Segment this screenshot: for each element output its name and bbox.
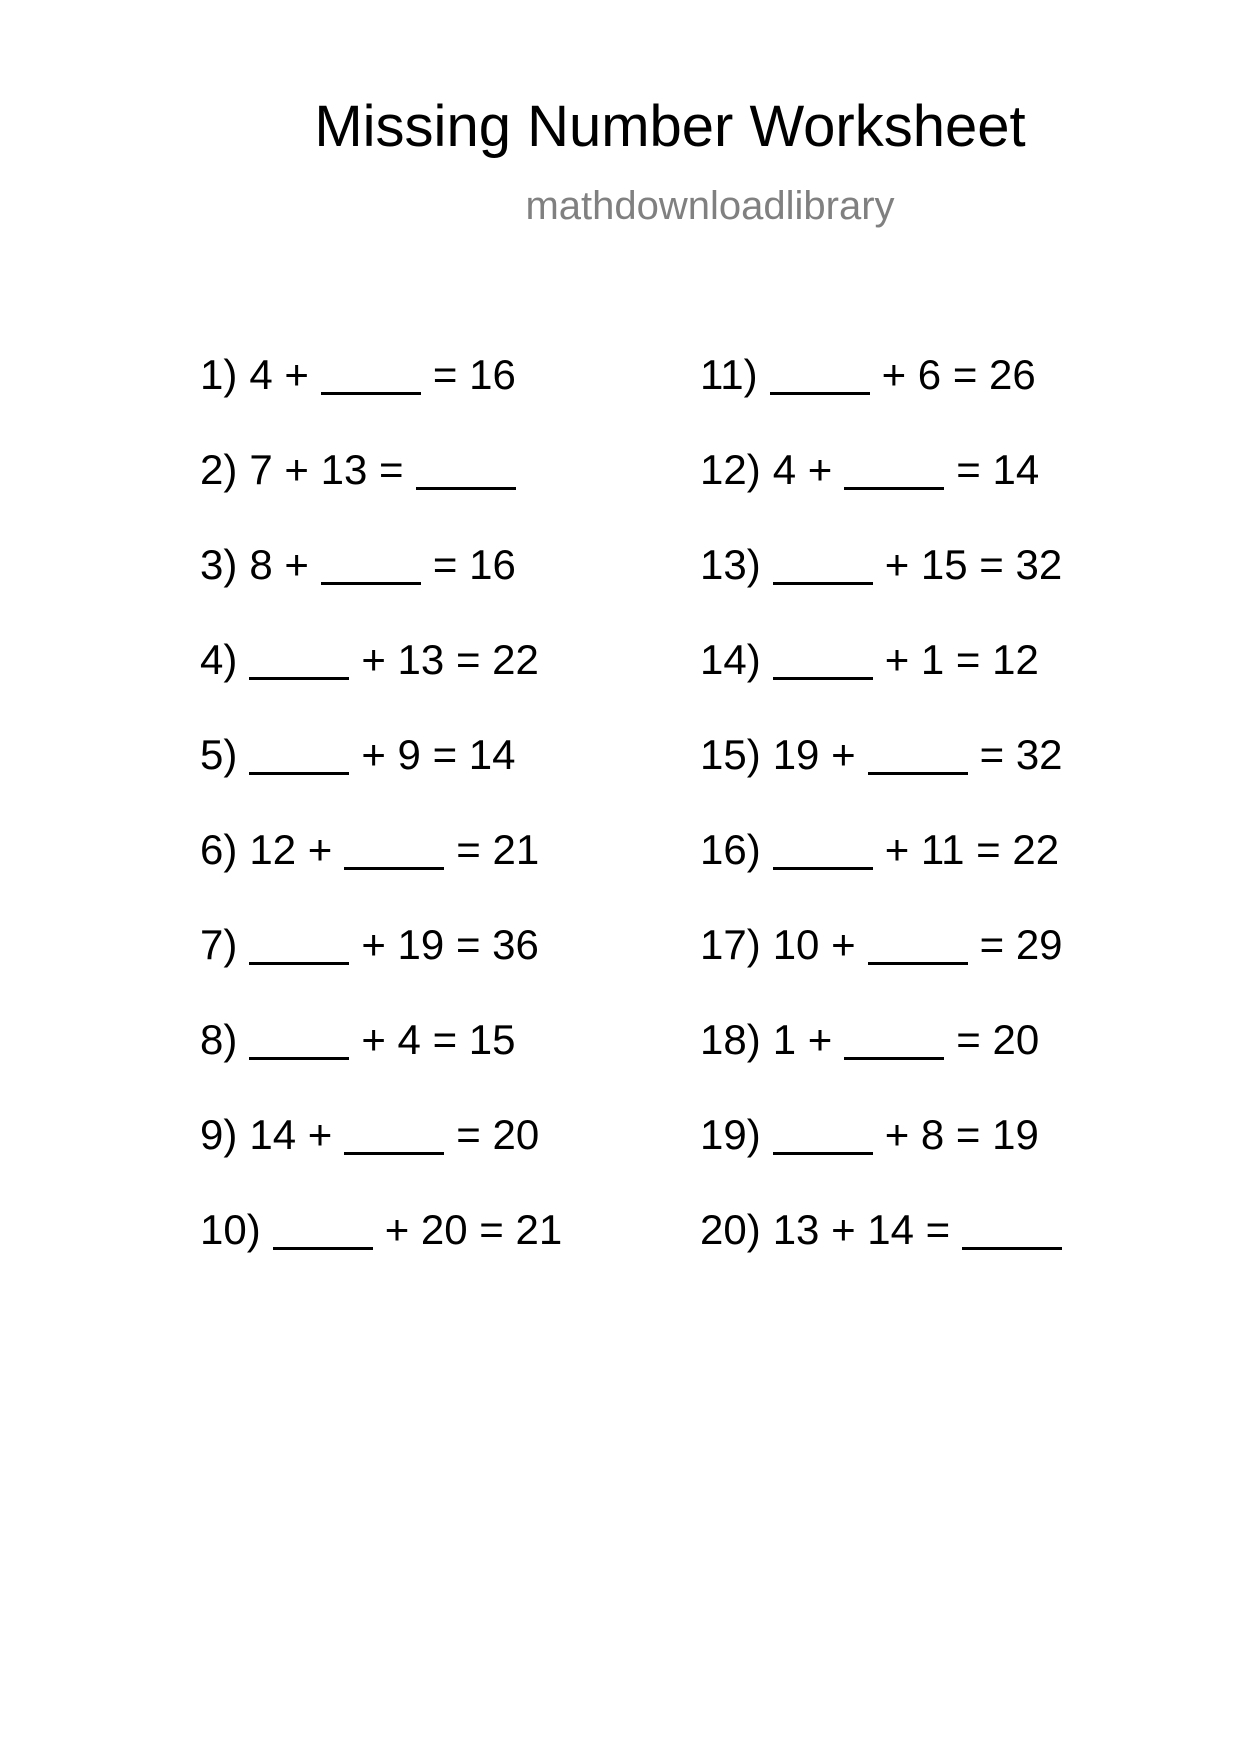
- answer-blank[interactable]: [416, 487, 516, 490]
- problem-number: 13): [700, 541, 761, 588]
- answer-blank[interactable]: [962, 1247, 1062, 1250]
- equation-text: = 16: [432, 351, 516, 398]
- equation-text: = 20: [456, 1111, 540, 1158]
- answer-blank[interactable]: [321, 582, 421, 585]
- answer-blank[interactable]: [249, 1057, 349, 1060]
- equation-text: + 19 = 36: [361, 921, 539, 968]
- equation-text: 19 +: [772, 731, 856, 778]
- equation-text: + 8 = 19: [884, 1111, 1039, 1158]
- equation-text: = 20: [956, 1016, 1040, 1063]
- equation-text: = 21: [456, 826, 540, 873]
- equation-text: 13 + 14 =: [772, 1206, 951, 1253]
- answer-blank[interactable]: [344, 867, 444, 870]
- problem-row: [200, 730, 562, 825]
- problem-row: [200, 825, 562, 920]
- answer-blank[interactable]: [770, 392, 870, 395]
- problem-number: 4): [200, 636, 238, 683]
- problem-number: 15): [700, 731, 761, 778]
- problem-number: 3): [200, 541, 238, 588]
- problem-row: [700, 445, 1074, 540]
- problem-row: [200, 1205, 562, 1300]
- equation-text: + 1 = 12: [884, 636, 1039, 683]
- problem-row: [700, 1110, 1074, 1205]
- equation-text: 14 +: [249, 1111, 333, 1158]
- answer-blank[interactable]: [868, 772, 968, 775]
- equation-text: 12 +: [249, 826, 333, 873]
- problem-row: [200, 920, 562, 1015]
- equation-text: = 29: [979, 921, 1063, 968]
- problem-row: [200, 1110, 562, 1205]
- problem-row: [200, 635, 562, 730]
- equation-text: + 20 = 21: [384, 1206, 563, 1253]
- equation-text: 4 +: [772, 446, 833, 493]
- worksheet-subtitle: mathdownloadlibrary: [525, 184, 895, 228]
- answer-blank[interactable]: [321, 392, 421, 395]
- answer-blank[interactable]: [773, 1152, 873, 1155]
- equation-text: + 15 = 32: [884, 541, 1063, 588]
- answer-blank[interactable]: [773, 582, 873, 585]
- problem-number: 7): [200, 921, 238, 968]
- problem-row: [700, 1015, 1074, 1110]
- problem-number: 19): [700, 1111, 761, 1158]
- answer-blank[interactable]: [844, 487, 944, 490]
- equation-text: + 13 = 22: [361, 636, 539, 683]
- problem-row: [700, 635, 1074, 730]
- answer-blank[interactable]: [249, 772, 349, 775]
- equation-text: 4 +: [249, 351, 309, 398]
- problems-left-column: [200, 350, 562, 1300]
- equation-text: + 4 = 15: [361, 1016, 516, 1063]
- equation-text: + 9 = 14: [361, 731, 516, 778]
- answer-blank[interactable]: [249, 677, 349, 680]
- problem-row: [700, 540, 1074, 635]
- problem-number: 5): [200, 731, 238, 778]
- problem-number: 16): [700, 826, 761, 873]
- problem-row: [700, 920, 1074, 1015]
- answer-blank[interactable]: [773, 677, 873, 680]
- problem-row: [700, 825, 1074, 920]
- problem-number: 2): [200, 446, 238, 493]
- problem-row: [700, 350, 1074, 445]
- answer-blank[interactable]: [273, 1247, 373, 1250]
- problem-number: 20): [700, 1206, 761, 1253]
- worksheet-title: Missing Number Worksheet: [314, 94, 1026, 159]
- answer-blank[interactable]: [844, 1057, 944, 1060]
- equation-text: 7 + 13 =: [249, 446, 404, 493]
- equation-text: = 16: [432, 541, 516, 588]
- problem-number: 1): [200, 351, 238, 398]
- equation-text: + 11 = 22: [884, 826, 1060, 873]
- equation-text: 8 +: [249, 541, 309, 588]
- problem-number: 17): [700, 921, 761, 968]
- problem-number: 14): [700, 636, 761, 683]
- problem-number: 12): [700, 446, 761, 493]
- equation-text: 10 +: [772, 921, 856, 968]
- answer-blank[interactable]: [868, 962, 968, 965]
- problem-row: [700, 730, 1074, 825]
- problem-row: [200, 540, 562, 635]
- problem-number: 9): [200, 1111, 238, 1158]
- answer-blank[interactable]: [249, 962, 349, 965]
- equation-text: = 32: [979, 731, 1063, 778]
- problem-number: 18): [700, 1016, 761, 1063]
- problem-row: [700, 1205, 1074, 1300]
- answer-blank[interactable]: [344, 1152, 444, 1155]
- equation-text: = 14: [956, 446, 1040, 493]
- equation-text: 1 +: [772, 1016, 833, 1063]
- problem-number: 10): [200, 1206, 261, 1253]
- problems-right-column: [700, 350, 1074, 1300]
- equation-text: + 6 = 26: [881, 351, 1036, 398]
- problem-row: [200, 445, 562, 540]
- problem-row: [200, 350, 562, 445]
- problem-row: [200, 1015, 562, 1110]
- answer-blank[interactable]: [773, 867, 873, 870]
- problem-number: 8): [200, 1016, 238, 1063]
- problem-number: 6): [200, 826, 238, 873]
- problem-number: 11): [700, 351, 758, 398]
